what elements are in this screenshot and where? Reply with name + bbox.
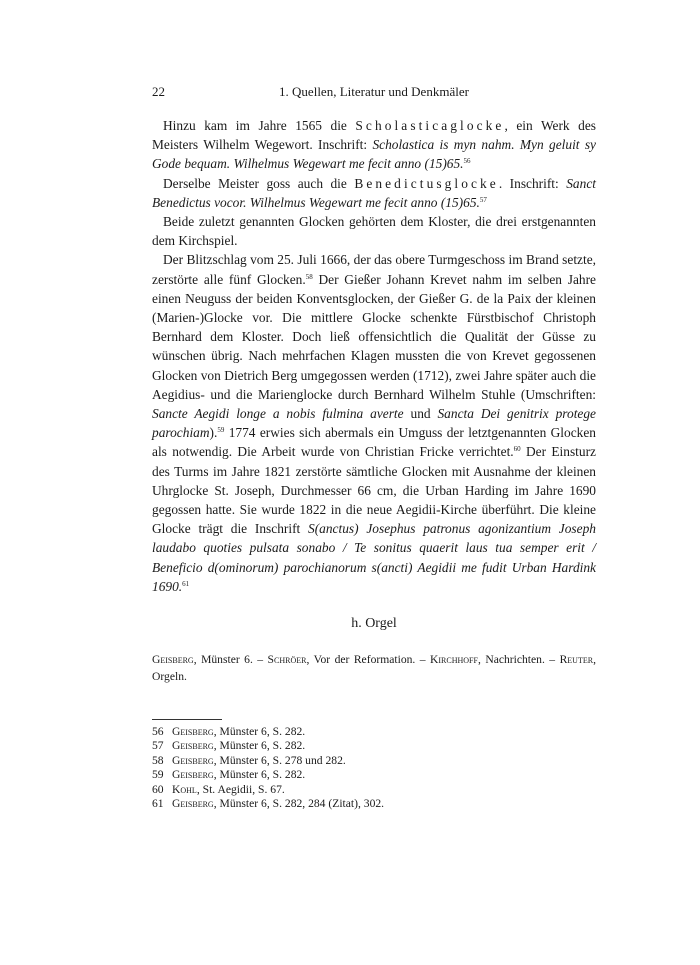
author-name: Kirchhoff xyxy=(430,653,478,666)
footnote-ref: 57 xyxy=(479,195,487,204)
section-heading: h. Orgel xyxy=(351,616,397,631)
author-name: Geisberg xyxy=(152,653,194,666)
author-name: Geisberg xyxy=(172,768,214,782)
text-span: Hinzu kam im Jahre 1565 die xyxy=(163,118,356,133)
footnote-text: , Münster 6, S. 282, 284 (Zitat), 302. xyxy=(213,797,385,811)
footnote-text: , St. Aegidii, S. 67. xyxy=(196,782,285,796)
text-span: . Inschrift: xyxy=(498,175,567,191)
footnote-text: , Münster 6, S. 282. xyxy=(213,739,306,753)
text-span: , Orgeln. xyxy=(152,653,596,683)
paragraph xyxy=(152,250,596,596)
text-span: , Nachrichten. – xyxy=(477,653,560,666)
author-name: Kohl xyxy=(172,782,197,796)
body-text xyxy=(152,116,596,596)
inscription: S(anctus) Josephus patronus agonizantium Joseph laudabo quoties pulsata sonabo / Te sonitus quaerit laus tua semper erit / Beneficio d(ominorum) parochianorum s(ancti) Aegidii me fudit Urban Hardink 1690. xyxy=(152,521,596,594)
text-span: Der Einsturz des Turms im Jahre 1821 zerstörte sämtliche Glocken mit Ausnahme der kleinen Uhrglocke St. Joseph, Durchmesser 66 cm, die Urban Harding im Jahre 1690 gegossen hatte. Sie wurde 1822 in die neue Aegidii-Kirche überführt. Die kleine Glocke trägt die Inschrift xyxy=(152,444,596,537)
text-span: Der Gießer Johann Krevet nahm im selben Jahre einen Neuguss der beiden Konventsglocken, der Gießer G. de la Paix der kleinen (Marien-)Glocke vor. Die mittlere Glocke schenkte Fürstbischof Christoph Bernhard dem Kloster. Doch ließ offensichtlich die Qualität der Güsse zu wünschen übrig. Nach mehrfachen Klagen mussten die von Krevet gegossenen Glocken von Dietrich Berg umgegossen werden (1712), zwei Jahre später auch die Aegidius- und die Marienglocke durch Bernhard Wilhelm Stuhle (Umschriften: xyxy=(152,271,596,402)
footnote-rule xyxy=(152,719,222,720)
page-number: 22 xyxy=(152,84,165,99)
footnote-number: 60 xyxy=(152,782,164,796)
inscription: Scholastica is myn nahm. Myn geluit sy Gode bequam. Wilhelmus Wegewart me fecit anno (15)65. xyxy=(152,137,596,172)
paragraph xyxy=(152,174,596,212)
footnote xyxy=(152,768,596,782)
footnote-number: 56 xyxy=(152,725,164,738)
footnote xyxy=(152,725,596,739)
text-span: Derselbe Meister goss auch die xyxy=(163,175,355,191)
footnote-text: , Münster 6, S. 278 und 282. xyxy=(213,753,346,767)
footnote xyxy=(152,754,596,768)
paragraph xyxy=(152,116,596,174)
text-span: , Vor der Reformation. – xyxy=(306,653,431,666)
footnote xyxy=(152,797,596,811)
footnote-number: 61 xyxy=(152,797,164,811)
text-span: und xyxy=(403,406,438,422)
text-span: Der Blitzschlag vom 25. Juli 1666, der das obere Turmgeschoss im Brand setzte, zerstörte alle fünf Glocken. xyxy=(152,252,596,287)
footnote-ref: 58 xyxy=(305,272,313,281)
text-span: ). xyxy=(209,425,218,441)
author-name: Geisberg xyxy=(172,797,214,811)
footnotes xyxy=(152,725,596,811)
inscription: Sanct Benedictus vocor. Wilhelmus Wegewart me fecit anno (15)65. xyxy=(152,175,596,210)
spaced-term: Scholasticaglocke xyxy=(355,118,505,133)
text-span: , ein Werk des Meisters Wilhelm Wegewort. Inschrift: xyxy=(152,118,596,153)
inscription: Sancte Aegidi longe a nobis fulmina averte xyxy=(152,406,404,422)
literature-list xyxy=(152,651,596,685)
paragraph xyxy=(152,212,596,250)
footnote xyxy=(152,783,596,797)
author-name: Geisberg xyxy=(172,725,214,738)
footnote-number: 59 xyxy=(152,768,164,782)
footnote xyxy=(152,739,596,753)
running-title: 1. Quellen, Literatur und Denkmäler xyxy=(279,84,469,99)
author-name: Schröer xyxy=(267,653,307,666)
text-span: Beide zuletzt genannten Glocken gehörten dem Kloster, die drei erstgenannten dem Kirchspiel. xyxy=(152,214,596,249)
author-name: Geisberg xyxy=(172,739,214,753)
footnote-ref: 60 xyxy=(513,445,521,454)
footnote-number: 57 xyxy=(152,739,164,753)
footnote-number: 58 xyxy=(152,753,164,767)
footnote-ref: 56 xyxy=(463,157,471,166)
footnote-text: , Münster 6, S. 282. xyxy=(213,725,306,738)
footnote-text: , Münster 6, S. 282. xyxy=(213,768,306,782)
author-name: Reuter xyxy=(559,653,594,666)
inscription: Sancta Dei genitrix protege parochiam xyxy=(152,406,596,441)
author-name: Geisberg xyxy=(172,753,214,767)
footnote-ref: 59 xyxy=(217,426,225,435)
text-span: , Münster 6. – xyxy=(193,653,268,666)
spaced-term: Benedictusglocke xyxy=(354,175,499,191)
text-span: 1774 erwies sich abermals ein Umguss der letztgenannten Glocken als notwendig. Die Arbeit wurde von Christian Fricke verrichtet. xyxy=(152,425,596,460)
footnote-ref: 61 xyxy=(182,579,190,588)
